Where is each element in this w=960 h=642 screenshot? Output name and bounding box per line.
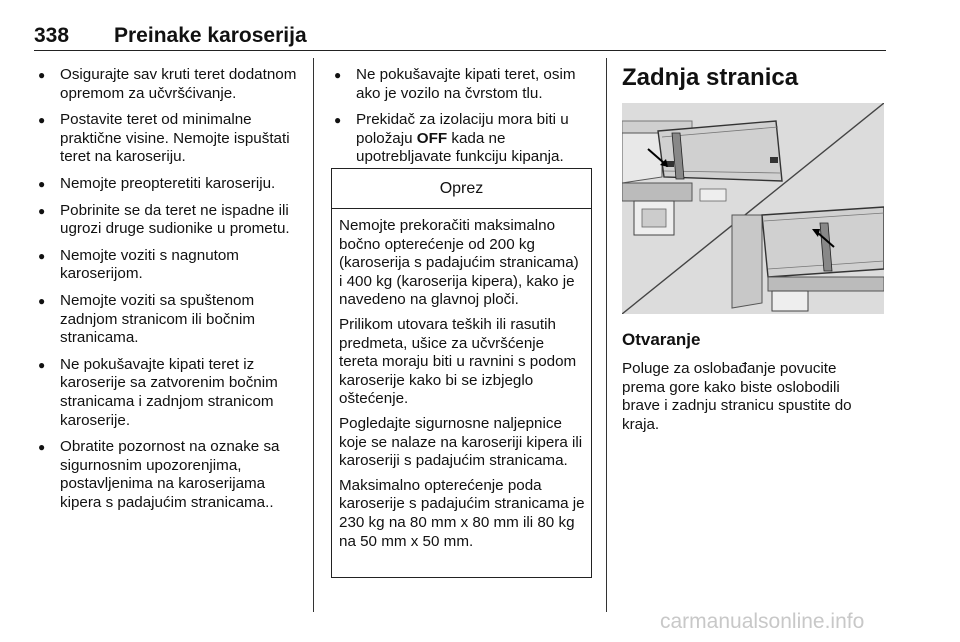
column-divider-left — [313, 58, 314, 612]
caution-paragraph: Prilikom utovara teških ili rasutih predmeta, ušice za učvršćenje tereta moraju biti u ravnini s podom karoserije kako bi se izbjeglo oštećenje. — [339, 315, 577, 408]
bullet-item: ● Nemojte voziti s nagnutom karoserijom. — [34, 247, 302, 284]
caution-paragraph: Nemojte prekoračiti maksimalno bočno opterećenje od 200 kg (karoserija s padajućim stranicama) i 400 kg (karoserija kipera), kako je navedeno na glavnoj ploči. — [339, 217, 579, 309]
bullet-item: ● Osigurajte sav kruti teret dodatnom opremom za učvršćivanje. — [34, 66, 302, 103]
bed-side-wall-top — [622, 133, 662, 183]
tailgate-illustration — [622, 103, 884, 314]
caution-box — [331, 168, 592, 578]
subsection-title: Otvaranje — [622, 330, 701, 349]
off-keyword: OFF — [416, 129, 448, 147]
tyre-shape — [732, 215, 762, 308]
safety-bullet-list — [34, 66, 302, 512]
caution-body — [332, 209, 591, 551]
bullet-item: ● Pobrinite se da teret ne ispadne ili ugrozi druge sudionike u prometu. — [34, 202, 302, 239]
caution-paragraph: Maksimalno opterećenje poda karoserije s padajućim stranicama je 230 kg na 80 mm x 80 mm ili 80 kg na 50 mm x 50 mm. — [339, 476, 585, 550]
bullet-item — [330, 111, 598, 167]
middle-column — [330, 66, 598, 175]
chapter-title: Preinake karoserija — [114, 24, 307, 47]
bullet-item: ● Obratite pozornost na oznake sa sigurnosnim upozorenjima, postavljenima na karoserijama kipera s padajućim stranicama.. — [34, 438, 302, 512]
bullet-item: ● Nemojte voziti sa spuštenom zadnjom stranicom ili bočnim stranicama. — [34, 292, 302, 348]
caution-title: Oprez — [332, 169, 591, 209]
bullet-item: ● Ne pokušavajte kipati teret, osim ako je vozilo na čvrstom tlu. — [330, 66, 598, 103]
middle-bullet-list — [330, 66, 598, 167]
column-divider-right — [606, 58, 607, 612]
lock-bracket — [770, 157, 778, 163]
bullet-item: ● Postavite teret od minimalne praktične visine. Nemojte ispuštati teret na karoseriju. — [34, 111, 302, 167]
bullet-text: Prekidač za izolaciju mora biti u položaju — [356, 111, 569, 147]
chassis-rail-top — [622, 183, 692, 201]
chassis-rail-bottom — [768, 277, 884, 291]
bullet-item: ● Ne pokušavajte kipati teret iz karoserije sa zatvorenim bočnim stranicama i zadnjom stranicom karoserije. — [34, 356, 302, 430]
bullet-item: ● Nemojte preopteretiti karoseriju. — [34, 175, 302, 194]
watermark: carmanualsonline.info — [660, 610, 865, 633]
bullet-text: kada ne upotrebljavate funkciju kipanja. — [356, 129, 564, 166]
page-number: 338 — [34, 24, 70, 47]
caution-paragraph: Pogledajte sigurnosne naljepnice koje se nalaze na karoseriji kipera ili karoseriji s padajućim stranicama. — [339, 414, 583, 470]
page-header — [34, 24, 886, 51]
left-column — [34, 66, 302, 520]
instruction-text: Poluge za oslobađanje povucite prema gore kako biste oslobodili brave i zadnju stranicu spustite do kraja. — [622, 360, 852, 433]
light-cluster — [772, 291, 808, 311]
section-title: Zadnja stranica — [622, 64, 799, 91]
